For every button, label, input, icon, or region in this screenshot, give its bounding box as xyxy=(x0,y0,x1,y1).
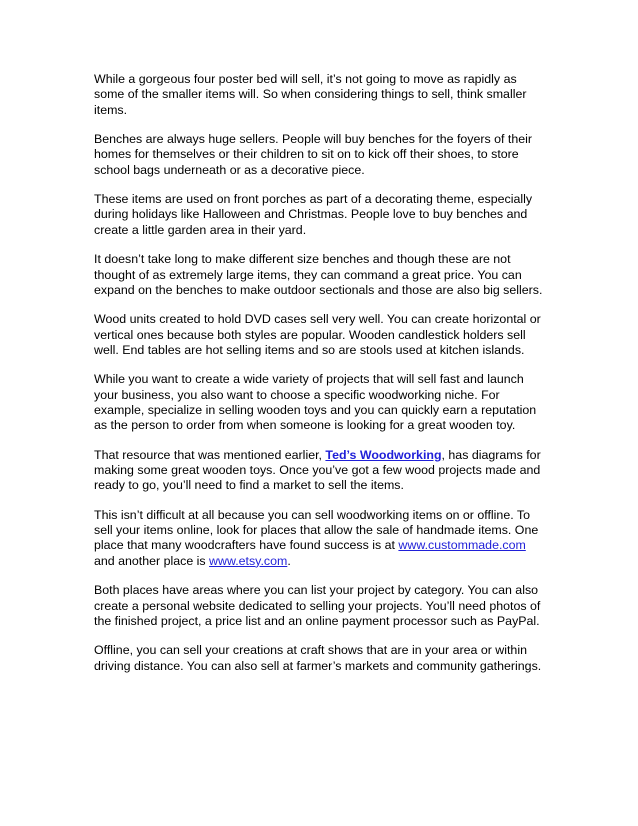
online-text-after: . xyxy=(287,553,291,568)
paragraph-four-poster-bed: While a gorgeous four poster bed will sell, it’s not going to move as rapidly as some of the smaller items will. So when considering things to sell, think smaller items. xyxy=(94,72,527,117)
resource-text-before: That resource that was mentioned earlier, xyxy=(94,447,326,462)
document-page xyxy=(94,72,544,688)
paragraph-benches-sellers: Benches are always huge sellers. People will buy benches for the foyers of their homes for themselves or their children to sit on to kick off their shoes, to store school bags underneath or as a decorative piece. xyxy=(94,132,533,177)
online-text-before: This isn’t difficult at all because you can sell woodworking items on or offline. To sell your items online, look for places that allow the sale of handmade items. One place that many woodcrafters have found success is at xyxy=(94,507,539,553)
paragraph-woodworking-niche: While you want to create a wide variety of projects that will sell fast and launch your business, you also want to choose a specific woodworking niche. For example, specialize in selling wooden toys and you can quickly earn a reputation as the person to order from when someone is looking for a great wooden toy. xyxy=(94,372,537,433)
paragraph-offline-selling: Offline, you can sell your creations at craft shows that are in your area or within driving distance. You can also sell at farmer’s markets and community gatherings. xyxy=(94,643,542,673)
paragraph-bench-sizes: It doesn’t take long to make different size benches and though these are not thought of as extremely large items, they can command a great price. You can expand on the benches to make outdoor sectionals and those are also big sellers. xyxy=(94,252,543,297)
paragraph-list-by-category: Both places have areas where you can list your project by category. You can also create a personal website dedicated to selling your projects. You’ll need photos of the finished project, a price list and an online payment processor such as PayPal. xyxy=(94,583,541,628)
paragraph-wood-units: Wood units created to hold DVD cases sell very well. You can create horizontal or vertical ones because both styles are popular. Wooden candlestick holders sell well. End tables are hot selling items and so are stools used at kitchen islands. xyxy=(94,312,541,357)
etsy-link[interactable]: www.etsy.com xyxy=(209,553,288,568)
paragraph-resource xyxy=(94,448,544,494)
paragraph-sell-online xyxy=(94,508,544,569)
online-text-middle: and another place is xyxy=(94,553,210,568)
resource-text-after: , has diagrams for making some great wooden toys. Once you’ve got a few wood projects made and ready to go, you’ll need to find a market to sell the items. xyxy=(94,447,541,493)
custommade-link[interactable]: www.custommade.com xyxy=(398,538,526,553)
teds-woodworking-link[interactable]: Ted’s Woodworking xyxy=(325,447,442,462)
paragraph-front-porches: These items are used on front porches as part of a decorating theme, especially during holidays like Halloween and Christmas. People love to buy benches and create a little garden area in their yard. xyxy=(94,192,533,237)
